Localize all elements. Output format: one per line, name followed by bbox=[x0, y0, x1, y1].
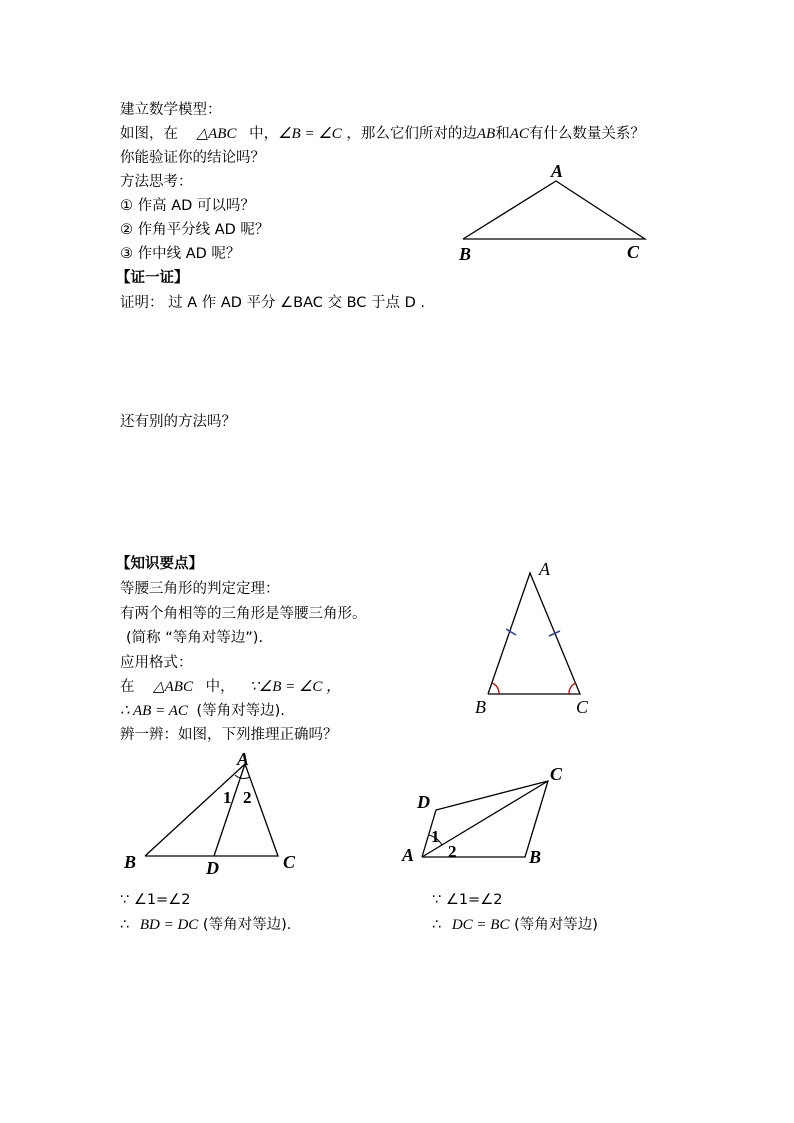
fig2-label-a: A bbox=[539, 559, 550, 579]
right-reason: (等角对等边) bbox=[514, 917, 598, 933]
side-ab: AB bbox=[476, 126, 496, 142]
proof-text: 证明： 过 A 作 AD 平分 ∠BAC 交 BC 于点 D . bbox=[120, 295, 426, 311]
format-therefore: ∴ AB = AC bbox=[120, 703, 188, 719]
figure-1-triangle bbox=[455, 160, 655, 270]
theorem-statement: 有两个角相等的三角形是等腰三角形。 bbox=[120, 606, 367, 622]
and-word: 和 bbox=[495, 126, 510, 142]
left-conclusion: BD = DC bbox=[139, 917, 199, 933]
question-line bbox=[120, 124, 645, 144]
triangle-abc-outline bbox=[463, 181, 645, 239]
theorem-title: 等腰三角形的判定定理： bbox=[120, 581, 280, 597]
fig2-label-c: C bbox=[576, 697, 589, 717]
fig3-angle-1: 1 bbox=[223, 788, 232, 807]
format-line-2 bbox=[120, 701, 285, 721]
left-therefore-symbol: ∴ bbox=[120, 917, 130, 933]
fig1-label-c: C bbox=[627, 242, 640, 262]
question-prefix: 如图，在 bbox=[120, 126, 178, 142]
fig3-outline bbox=[145, 764, 278, 856]
left-because: ∵ ∠1=∠2 bbox=[120, 892, 191, 908]
format-in: 在 bbox=[120, 679, 135, 695]
angle-arc-b bbox=[492, 683, 499, 694]
proof-heading: 【证一证】 bbox=[116, 270, 189, 286]
right-conclusion: DC = BC bbox=[451, 917, 510, 933]
right-because: ∵ ∠1=∠2 bbox=[432, 892, 503, 908]
method-1: ① 作高 AD 可以吗？ bbox=[120, 198, 255, 214]
format-line-1 bbox=[120, 677, 341, 697]
fig4-label-a: A bbox=[402, 845, 415, 865]
angle-arc-c bbox=[569, 683, 576, 694]
fig4-label-d: D bbox=[417, 792, 430, 812]
format-reason: (等角对等边). bbox=[196, 703, 285, 719]
method-title: 方法思考： bbox=[120, 174, 193, 190]
fig4-angle-2: 2 bbox=[448, 842, 457, 861]
fig2-label-b: B bbox=[475, 697, 486, 717]
fig3-label-c: C bbox=[283, 852, 296, 872]
section-title: 建立数学模型： bbox=[120, 102, 222, 118]
figure-4-quadrilateral bbox=[398, 762, 578, 872]
figure-3-triangle bbox=[120, 748, 310, 878]
fig3-angle-arc bbox=[235, 775, 250, 779]
knowledge-heading: 【知识要点】 bbox=[116, 556, 203, 572]
method-2: ② 作角平分线 AD 呢？ bbox=[120, 222, 270, 238]
left-therefore bbox=[120, 915, 291, 935]
method-3: ③ 作中线 AD 呢？ bbox=[120, 246, 241, 262]
figure-2-isosceles bbox=[470, 555, 610, 720]
fig3-label-d: D bbox=[206, 858, 219, 878]
question-end: 有什么数量关系？ bbox=[528, 126, 645, 142]
fig3-label-b: B bbox=[124, 852, 137, 872]
theorem-short-name: (简称 “等角对等边”). bbox=[126, 630, 264, 646]
question-middle: 中， bbox=[249, 126, 279, 142]
side-ac: AC bbox=[509, 126, 529, 142]
tick-mark-ab bbox=[506, 629, 516, 635]
left-reason: (等角对等边). bbox=[202, 917, 292, 933]
fig1-label-b: B bbox=[459, 244, 472, 264]
fig3-angle-2: 2 bbox=[243, 788, 252, 807]
right-therefore-symbol: ∴ bbox=[432, 917, 442, 933]
fig4-angle-1: 1 bbox=[431, 827, 440, 846]
fig4-label-c: C bbox=[550, 764, 563, 784]
question-mid: ，那么它们所对的边 bbox=[346, 126, 477, 142]
format-title: 应用格式： bbox=[120, 655, 193, 671]
format-middle: 中， bbox=[205, 679, 235, 695]
fig4-label-b: B bbox=[529, 847, 542, 867]
angle-equation: ∠B = ∠C bbox=[278, 126, 342, 142]
triangle-symbol: △ABC bbox=[196, 126, 237, 142]
isosceles-outline bbox=[488, 573, 580, 694]
format-because: ∵∠B = ∠C ， bbox=[249, 679, 342, 695]
fig3-label-a: A bbox=[237, 749, 250, 769]
format-triangle: △ABC bbox=[153, 679, 193, 695]
fig1-label-a: A bbox=[551, 161, 564, 181]
right-therefore bbox=[432, 915, 598, 935]
discern-prompt: 辨一辨：如图，下列推理正确吗？ bbox=[120, 727, 338, 743]
other-method-question: 还有别的方法吗？ bbox=[120, 414, 236, 430]
verify-line: 你能验证你的结论吗？ bbox=[120, 150, 265, 166]
